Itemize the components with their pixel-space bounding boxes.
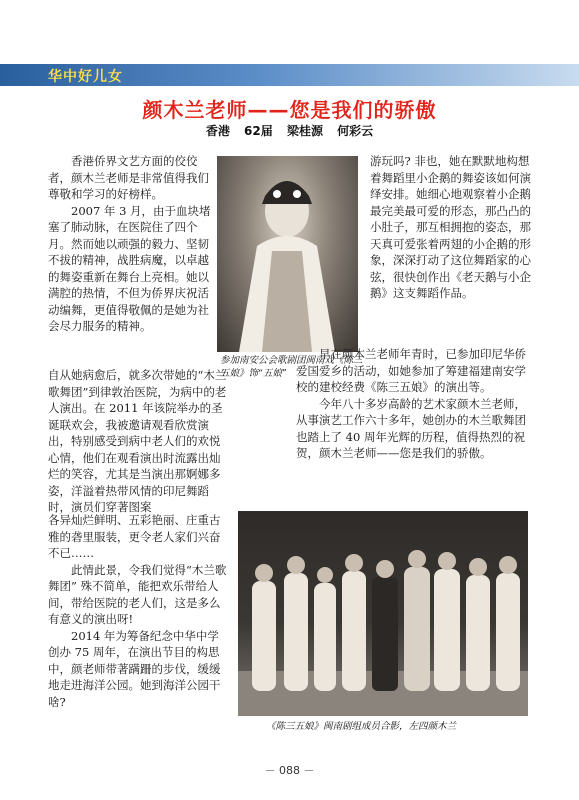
troupe-group-photo — [238, 511, 528, 716]
byline — [0, 122, 579, 139]
byline-author: 梁桂源 — [286, 124, 323, 138]
byline-class: 62届 — [244, 124, 273, 138]
paragraph: 2007 年 3 月，由于血块堵塞了肺动脉，在医院住了四个月。然而她以顽强的毅力、坚韧不拔的精神，战胜病魔，以卓越的舞姿重新在舞台上亮相。她以满腔的热情，不但为侨界庆祝活动编舞，更值得敬佩的是她为社会尽力服务的精神。 — [48, 203, 211, 333]
body-text-left-top — [48, 153, 212, 335]
body-text-left-wide — [48, 367, 228, 516]
photo-caption: 参加南安公会歌剧团闽南戏《陈三五娘》饰“五娘” — [220, 355, 363, 379]
section-label: 华中好儿女 — [48, 69, 123, 85]
paragraph: 2014 年为筹备纪念中华中学创办 75 周年，在演出节目的构思中，颜老师带著蹒跚的步伐，缓缓地走进海洋公园。她到海洋公园干啥? — [48, 628, 221, 709]
byline-author: 何彩云 — [337, 124, 374, 138]
page-number: － 088 － — [264, 764, 315, 777]
body-text-right-wide — [296, 346, 533, 462]
byline-region: 香港 — [205, 124, 230, 138]
paragraph: 游玩吗? 非也，她在默默地构想着舞蹈里小企鹅的舞姿该如何演绎安排。她细心地观察着小企鹅最完美最可爱的形态，那凸凸的小肚子，那互相拥抱的姿态，那天真可爱张着两翅的小企鹅的形象，深深打动了这位舞蹈家的心弦，很快创作出《老天鹅与小企鹅》这支舞蹈作品。 — [370, 154, 531, 300]
photo-caption: 《陈三五娘》闽南剧组成员合影，左四颜木兰 — [266, 721, 457, 732]
paragraph: 香港侨界文艺方面的佼佼者，颜木兰老师是非常值得我们尊敬和学习的好榜样。 — [48, 154, 209, 201]
opera-portrait-photo — [217, 156, 358, 352]
paragraph: 早在颜木兰老师年青时，已参加印尼华侨爱国爱乡的活动，如她参加了筹建福建南安学校的建校经费《陈三五娘》的演出等。 — [296, 347, 526, 394]
section-header-band — [0, 64, 579, 86]
paragraph: 自从她病愈后，就多次带她的“木兰歌舞团”到律敦治医院，为病中的老人演出。在 2011 年该院举办的圣诞联欢会，我被邀请观看欣赏演出，特别感受到病中老人们的欢悦心情，他们在观看演出时流露出灿烂的笑容，尤其是当演出那婀娜多姿，洋溢着热带风情的印尼舞蹈时，演员们穿著图案 — [48, 368, 227, 514]
body-text-left-bottom — [48, 512, 228, 710]
paragraph: 今年八十多岁高龄的艺术家颜木兰老师，从事演艺工作六十多年，她创办的木兰歌舞团也踏上了 40 周年光辉的历程，值得热烈的祝贺，颜木兰老师——您是我们的骄傲。 — [296, 396, 526, 460]
article-title: 颜木兰老师——您是我们的骄傲 — [142, 98, 437, 122]
body-text-right-top — [370, 153, 533, 302]
paragraph: 各异灿烂鲜明、五彩艳丽、庄重古雅的砻里服装，更令老人家们兴奋不已…… — [48, 513, 221, 560]
paragraph: 此情此景，令我们觉得“木兰歌舞团” 殊不简单，能把欢乐带给人间，带给医院的老人们，这是多么有意义的演出呀! — [48, 562, 227, 626]
